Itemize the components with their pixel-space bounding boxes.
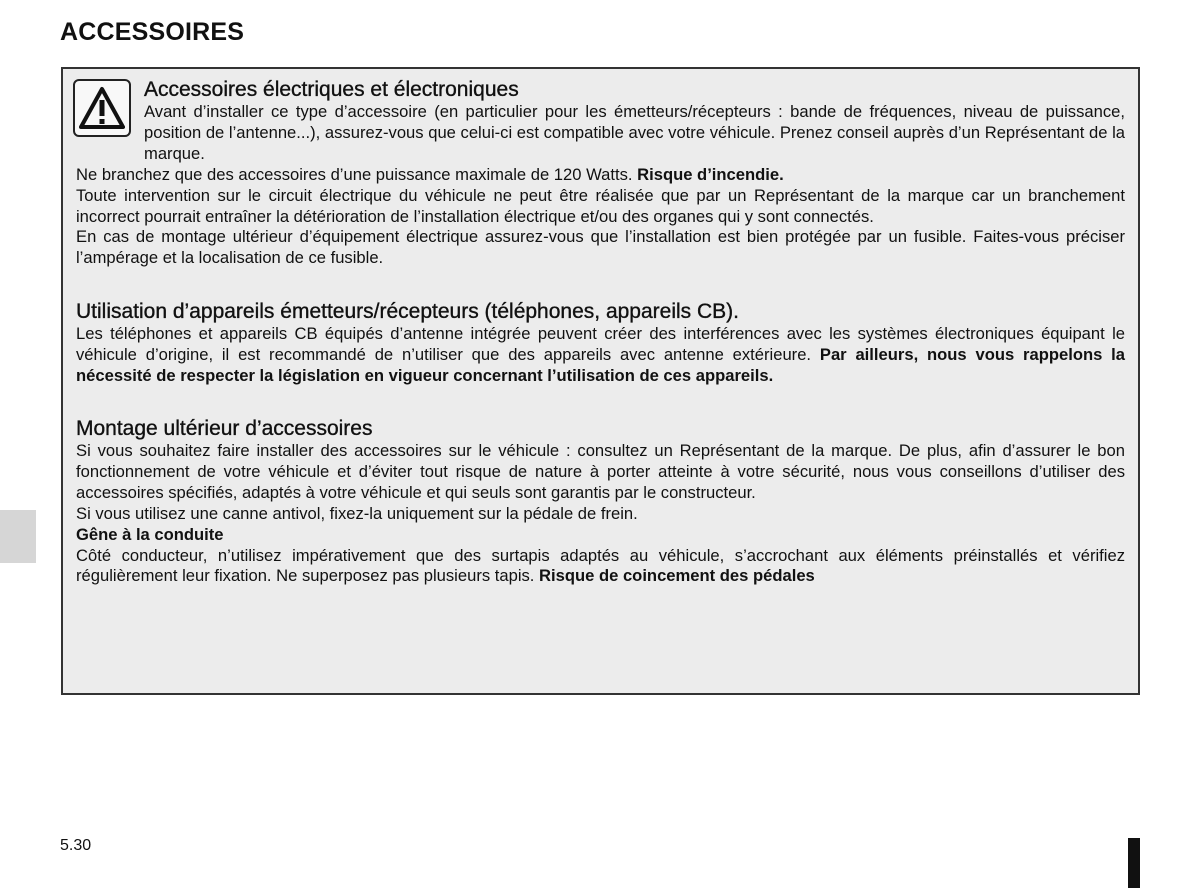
corner-mark	[1128, 838, 1140, 888]
paragraph: Si vous utilisez une canne antivol, fixez-la uniquement sur la pédale de frein.	[76, 503, 638, 523]
paragraph: Ne branchez que des accessoires d’une puissance maximale de 120 Watts. Risque d’incendie.	[76, 164, 784, 184]
section-transmitter-devices	[76, 300, 1125, 387]
page-number: 5.30	[60, 837, 92, 854]
chapter-side-tab	[0, 510, 36, 563]
page-title: ACCESSOIRES	[60, 18, 245, 46]
paragraph: Côté conducteur, n’utilisez impérativement que des surtapis adaptés au véhicule, s’accrochant aux éléments préinstallés et vérifiez régulièrement leur fixation. Ne superposez pas plusieurs tapis. Risque de coincement des pédales	[76, 545, 1125, 586]
paragraph: Si vous souhaitez faire installer des accessoires sur le véhicule : consultez un Représentant de la marque. De plus, afin d’assurer le bon fonctionnement de votre véhicule et d’éviter tout risque de nature à porter atteinte à votre sécurité, nous vous conseillons d’utiliser des accessoires spécifiés, adaptés à votre véhicule et qui seuls sont garantis par le constructeur.	[76, 440, 1125, 502]
paragraph: Les téléphones et appareils CB équipés d’antenne intégrée peuvent créer des interférences avec les systèmes électroniques équipant le véhicule d’origine, il est recommandé de n’utiliser que des appareils avec antenne extérieure. Par ailleurs, nous vous rappelons la nécessité de respecter la législation en vigueur concernant l’utilisation de ces appareils.	[76, 324, 1125, 386]
paragraph: Avant d’installer ce type d’accessoire (en particulier pour les émetteurs/récepteurs : bande de fréquences, niveau de puissance, position de l’antenne...), assurez-vous que celui-ci est compatible avec votre véhicule. Prenez conseil auprès d’un Représentant de la marque.	[144, 102, 1125, 163]
section-title: Utilisation d’appareils émetteurs/récepteurs (téléphones, appareils CB).	[76, 300, 739, 324]
paragraph: En cas de montage ultérieur d’équipement électrique assurez-vous que l’installation est bien protégée par un fusible. Faites-vous préciser l’ampérage et la localisation de ce fusible.	[76, 227, 1125, 268]
warning-box	[61, 67, 1140, 695]
section-title: Montage ultérieur d’accessoires	[76, 416, 373, 440]
section-title: Accessoires électriques et électroniques	[144, 78, 519, 101]
subheading: Gêne à la conduite	[76, 524, 224, 544]
paragraph: Toute intervention sur le circuit électrique du véhicule ne peut être réalisée que par un Représentant de la marque car un branchement incorrect pourrait entraîner la détérioration de l’installation électrique et/ou des organes qui y sont connectés.	[76, 185, 1125, 226]
section-electrical-accessories	[76, 78, 1125, 269]
section-aftermarket-accessories	[76, 417, 1125, 587]
warning-triangle-icon	[73, 79, 131, 137]
